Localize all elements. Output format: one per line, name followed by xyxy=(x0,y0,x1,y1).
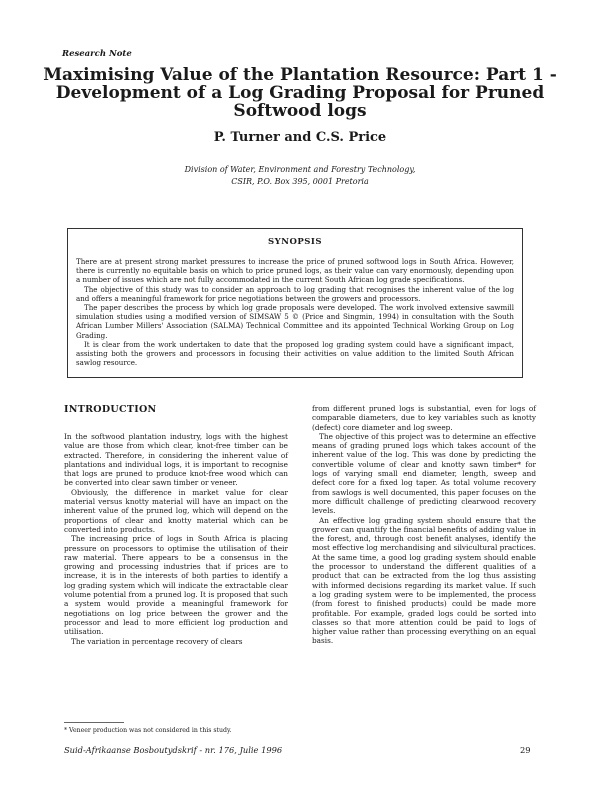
article-title: Maximising Value of the Plantation Resource: Part 1 - Development of a Log Grading Proposal for Pruned Softwood logs xyxy=(43,65,557,121)
author-affiliation xyxy=(40,164,560,188)
body-paragraph: The objective of this project was to determine an effective means of grading pruned logs which takes account of the inherent value of the log. This was done by predicting the convertible volume of clear and knotty sawn timber* for logs of varying small end diameter, length, sweep and defect core for a fixed log taper. As total volume recovery from sawlogs is well documented, this paper focuses on the more difficult challenge of predicting clearwood recovery levels. xyxy=(312,431,536,516)
right-column xyxy=(312,404,536,646)
left-column xyxy=(64,404,288,646)
synopsis-paragraph: The objective of this study was to consider an approach to log grading that recognises the inherent value of the log and offers a meaningful framework for price negotiations between the growers and processors. xyxy=(76,284,514,303)
synopsis-box xyxy=(67,228,523,378)
body-paragraph: Obviously, the difference in market value for clear material versus knotty material will have an impact on the inherent value of the pruned log, which will depend on the proportions of clear and knotty material which can be converted into products. xyxy=(64,487,288,534)
affiliation-line: Division of Water, Environment and Forestry Technology, xyxy=(184,165,416,174)
footnote-divider xyxy=(64,722,124,723)
footnote: * Veneer production was not considered in this study. xyxy=(64,727,232,734)
affiliation-line: CSIR, P.O. Box 395, 0001 Pretoria xyxy=(231,177,369,186)
synopsis-paragraph: It is clear from the work undertaken to date that the proposed log grading system could have a significant impact, assisting both the growers and processors in focusing their activities on value addition to the limited South African sawlog resource. xyxy=(76,339,514,368)
synopsis-paragraph: There are at present strong market pressures to increase the price of pruned softwood logs in South Africa. However, there is currently no equitable basis on which to price pruned logs, as their value can vary enormously, depending upon a number of issues which are not fully accommodated in the current South African log grade specifications. xyxy=(76,257,514,285)
synopsis-paragraph: The paper describes the process by which log grade proposals were developed. The work involved extensive sawmill simulation studies using a modified version of SIMSAW 5 © (Price and Singmin, 1994) in consultation with the South African Lumber Millers' Association (SALMA) Technical Committee and its appointed Technical Working Group on Log Grading. xyxy=(76,303,514,340)
introduction-heading: INTRODUCTION xyxy=(64,404,157,415)
body-paragraph: The variation in percentage recovery of clears xyxy=(71,636,243,646)
body-paragraph: An effective log grading system should ensure that the grower can quantify the financial benefits of adding value in the forest, and, through cost benefit analyses, identify the most effective log merchandising and silvicultural practices. At the same time, a good log grading system should enable the processor to understand the different qualities of a product that can be extracted from the log thus assisting with informed decisions regarding its market value. If such a log grading system were to be implemented, the process (from forest to finished products) could be made more profitable. For example, graded logs could be sorted into classes so that more attention could be paid to logs of higher value rather than processing everything on an equal basis. xyxy=(312,515,536,646)
synopsis-heading: SYNOPSIS xyxy=(267,237,323,247)
journal-citation: Suid-Afrikaanse Bosboutydskrif - nr. 176, Julie 1996 xyxy=(64,745,283,755)
article-authors: P. Turner and C.S. Price xyxy=(213,130,387,145)
body-paragraph: The increasing price of logs in South Africa is placing pressure on processors to optimise the utilisation of their raw material. There appears to be a consensus in the growing and processing industries that if prices are to increase, it is in the interests of both parties to identify a log grading system which will indicate the extractable clear volume potential from a pruned log. It is proposed that such a system would provide a meaningful framework for negotiations on log price between the grower and the processor and lead to more efficient log production and utilisation. xyxy=(64,534,288,637)
body-paragraph: from different pruned logs is substantial, even for logs of comparable diameters, due to key variables such as knotty (defect) core diameter and log sweep. xyxy=(312,404,536,432)
research-note-label: Research Note xyxy=(62,49,132,59)
page-number: 29 xyxy=(520,745,531,755)
body-paragraph: In the softwood plantation industry, logs with the highest value are those from which clear, knot-free timber can be extracted. Therefore, in considering the inherent value of plantations and individual logs, it is important to recognise that logs are pruned to produce knot-free wood which can be converted into clear sawn timber or veneer. xyxy=(64,432,288,488)
